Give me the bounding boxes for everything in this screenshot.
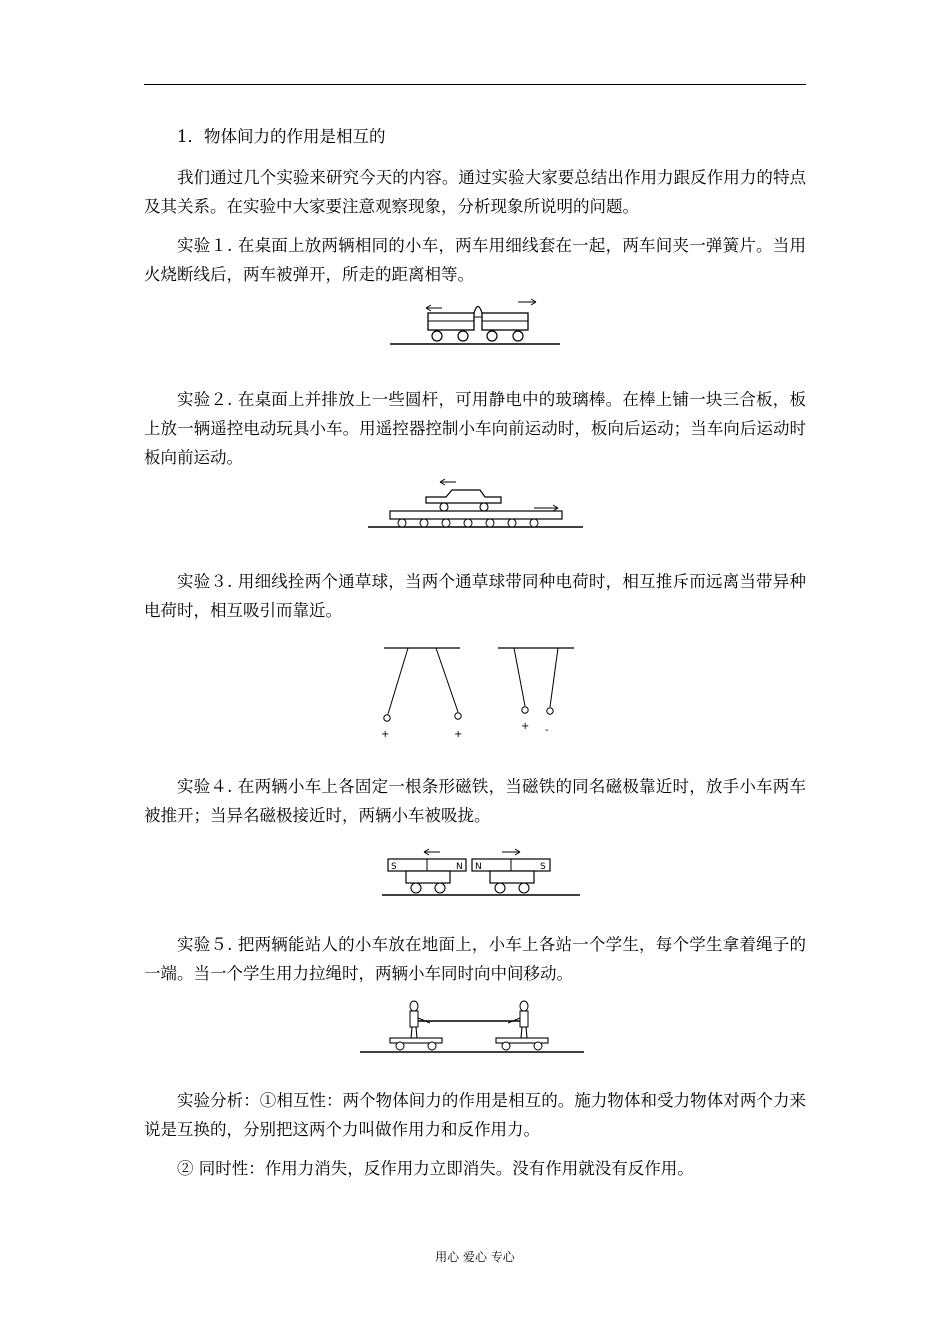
charge-label: + [521,721,530,732]
pole-label: S [540,862,546,872]
experiment-2-text: 实验２. 在桌面上并排放上一些圆杆，可用静电中的玻璃棒。在棒上铺一块三合板，板上放一辆遥控电动玩具小车。用遥控器控制小车向前运动时，板向后运动；当车向后运动时板向前运动。 [144,390,806,467]
pole-label: S [391,862,397,872]
experiment-5-text: 实验５. 把两辆能站人的小车放在地面上，小车上各站一个学生，每个学生拿着绳子的一端。当一个学生用力拉绳时，两辆小车同时向中间移动。 [144,935,806,983]
figure-experiment-1 [390,296,565,348]
section-heading: 1．物体间力的作用是相互的 [177,127,386,146]
experiment-1-text: 实验１. 在桌面上放两辆相同的小车，两车用细线套在一起，两车间夹一弹簧片。当用火烧断线后，两车被弹开，所走的距离相等。 [144,236,806,284]
pole-label: N [475,862,482,872]
pole-label: N [456,862,463,872]
analysis-paragraph-1: 实验分析：①相互性：两个物体间力的作用是相互的。施力物体和受力物体对两个力来说是互换的，分别把这两个力叫做作用力和反作用力。 [144,1091,806,1139]
charge-label: + [381,729,390,740]
experiment-4-text: 实验４. 在两辆小车上各固定一根条形磁铁，当磁铁的同名磁极靠近时，放手小车两车被推开；当异名磁极接近时，两辆小车被吸拢。 [144,777,806,825]
charge-label: + [454,729,463,740]
charge-label: - [545,725,549,736]
experiment-3-text: 实验３. 用细线拴两个通草球，当两个通草球带同种电荷时，相互推斥而远离当带异种电荷时，相互吸引而靠近。 [144,572,806,620]
header-rule [144,84,806,85]
page-footer: 用心 爱心 专心 [435,1250,515,1264]
figure-experiment-2 [368,476,583,532]
intro-paragraph: 我们通过几个实验来研究今天的内容。通过实验大家要总结出作用力跟反作用力的特点及其关系。在实验中大家要注意观察现象，分析现象所说明的问题。 [144,168,806,216]
analysis-paragraph-2: ② 同时性：作用力消失，反作用力立即消失。没有作用就没有反作用。 [177,1159,694,1178]
figure-experiment-3 [378,644,578,740]
figure-experiment-4 [382,846,582,900]
figure-experiment-5 [360,996,586,1056]
